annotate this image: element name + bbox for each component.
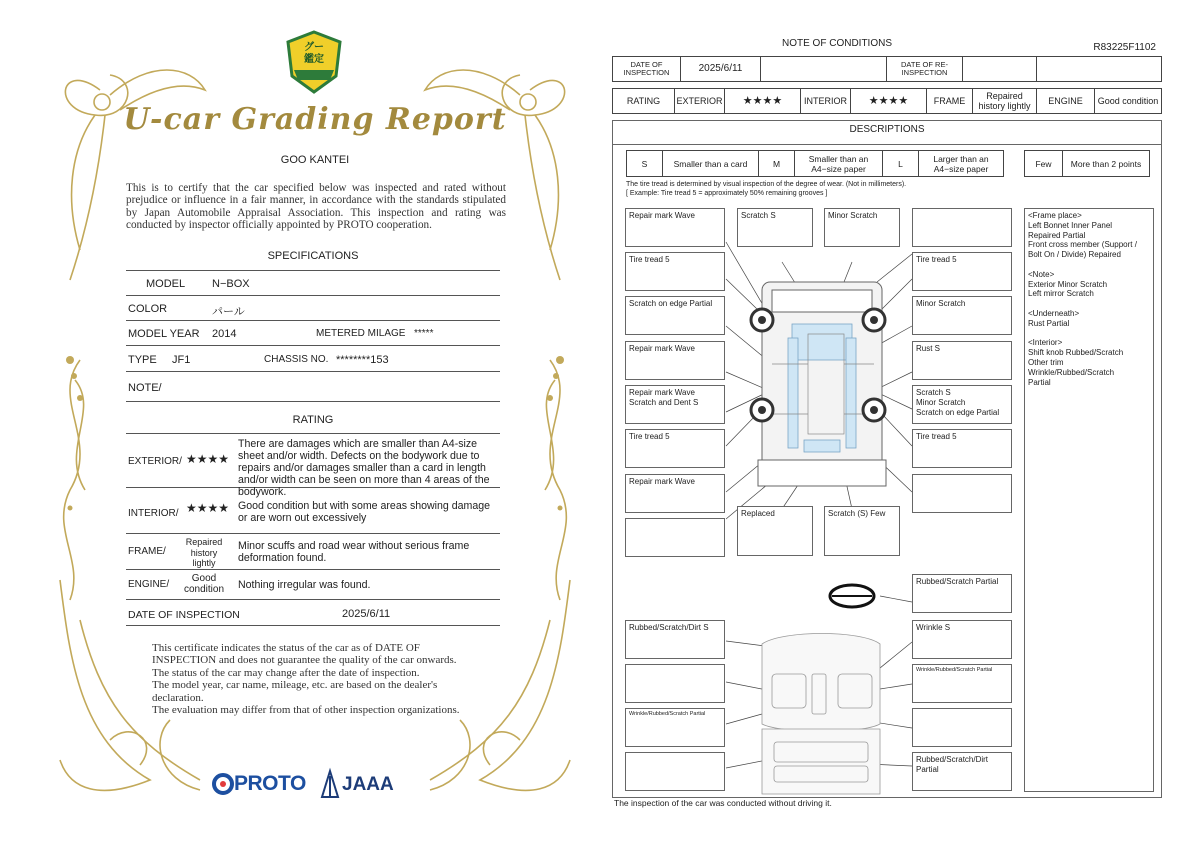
engine-label: ENGINE bbox=[1037, 89, 1095, 113]
spec-row-model bbox=[126, 271, 500, 296]
left-front-tire-box: Tire tread 5 bbox=[625, 252, 725, 291]
certificate-subtitle: GOO KANTEI bbox=[280, 154, 350, 166]
inspection-date-value: 2025/6/11 bbox=[342, 608, 391, 620]
exterior-label: EXTERIOR/ bbox=[128, 456, 182, 467]
certificate-title: U-car Grading Report bbox=[123, 102, 507, 137]
logo-text: グー 鑑定 bbox=[304, 42, 324, 65]
interior-label: INTERIOR/ bbox=[128, 508, 179, 519]
exterior-label: EXTERIOR bbox=[675, 89, 725, 113]
proto-logo-text: PROTO bbox=[234, 772, 306, 795]
model-year-label: MODEL YEAR bbox=[128, 328, 200, 340]
rating-heading: RATING bbox=[292, 414, 334, 426]
bonnet-box: Minor Scratch bbox=[824, 208, 900, 247]
interior-left-seat-box: Wrinkle/Rubbed/Scratch Partial bbox=[625, 708, 725, 747]
frame-value: Repaired history lightly bbox=[185, 537, 223, 568]
model-value: N−BOX bbox=[212, 278, 250, 290]
interior-description: Good condition but with some areas showing damage or are worn out excessively bbox=[238, 500, 491, 524]
right-rear-door-box: Scratch S Minor Scratch Scratch on edge Partial bbox=[912, 385, 1012, 424]
model-year-value: 2014 bbox=[212, 328, 237, 340]
exterior-description: There are damages which are smaller than A4-size sheet and/or width. Defects on the bodywork due to repairs and/or damages smaller than a card in length and/or width can be seen on more than 4 areas of the bodywork. bbox=[238, 438, 490, 498]
spec-row-type bbox=[126, 346, 500, 372]
color-value: パール bbox=[212, 306, 245, 318]
note-of-conditions bbox=[612, 34, 1164, 814]
right-top-box bbox=[912, 208, 1012, 247]
engine-value: Good condition bbox=[1097, 96, 1159, 106]
inspection-date-label: DATE OF INSPECTION bbox=[128, 609, 240, 621]
jaaa-logo-text: JAAA bbox=[342, 774, 394, 795]
mileage-value: ***** bbox=[414, 328, 434, 339]
front-bumper-box: Scratch S bbox=[737, 208, 813, 247]
spec-row-model-year bbox=[126, 321, 500, 346]
legend-s: S bbox=[627, 151, 663, 176]
frame-label: FRAME bbox=[927, 89, 973, 113]
note-title: NOTE OF CONDITIONS bbox=[782, 38, 892, 49]
frame-label: FRAME/ bbox=[128, 546, 166, 557]
certificate-intro: This is to certify that the car specified below was inspected and rated without prejudice or influence in a fair manner, in accordance with the standards stipulated by Japan Automobile Appraisal Association. This inspection and rating was conducted by inspector officially appointed by PROTO cooperation. bbox=[126, 182, 506, 232]
spec-top-rule bbox=[126, 263, 500, 271]
model-label: MODEL bbox=[146, 278, 186, 290]
partner-logos bbox=[212, 770, 412, 800]
date-of-inspection-label: DATE OF INSPECTION bbox=[613, 57, 681, 81]
rating-top-rule bbox=[126, 426, 500, 434]
report-code: R83225F1102 bbox=[1093, 42, 1156, 53]
right-front-tire-box: Tire tread 5 bbox=[912, 252, 1012, 291]
interior-left-blank-box bbox=[625, 664, 725, 703]
interior-steering-box: Rubbed/Scratch Partial bbox=[912, 574, 1012, 613]
left-bottom-box bbox=[625, 518, 725, 557]
type-value: JF1 bbox=[172, 354, 191, 366]
spec-row-color bbox=[126, 296, 500, 321]
chassis-value: ********153 bbox=[336, 354, 389, 366]
frame-description: Minor scuffs and road wear without serious frame deformation found. bbox=[238, 540, 470, 564]
right-door-box: Rust S bbox=[912, 341, 1012, 380]
side-notes-panel: <Frame place> Left Bonnet Inner Panel Repaired Partial Front cross member (Support / Bolt On / Divide) Repaired <Note> Exterior Minor Scratch Left mirror Scratch <Underneath> Rust Partial <Interior> Shift knob Rubbed/Scratch Other trim Wrinkle/Rubbed/Scratch Partial bbox=[1024, 208, 1154, 792]
tire-tread-note: The tire tread is determined by visual inspection of the degree of wear. (Not in millimeters). [ Example: Tire tread 5 = approximately 50% remaining grooves ] bbox=[626, 181, 907, 197]
rating-row-date bbox=[126, 600, 500, 626]
grading-certificate bbox=[40, 20, 590, 830]
rear-bumper-box: Scratch (S) Few bbox=[824, 506, 900, 556]
jaaa-logo-icon bbox=[320, 770, 340, 798]
interior-ceiling-box: Rubbed/Scratch/Dirt S bbox=[625, 620, 725, 659]
date-of-inspection-value: 2025/6/11 bbox=[681, 57, 761, 81]
left-rear-box: Repair mark Wave bbox=[625, 474, 725, 513]
left-rear-tire-box: Tire tread 5 bbox=[625, 429, 725, 468]
rear-gate-box: Replaced bbox=[737, 506, 813, 556]
descriptions-heading: DESCRIPTIONS bbox=[849, 124, 925, 135]
legend-few-desc: More than 2 points bbox=[1070, 158, 1142, 169]
legend-s-desc: Smaller than a card bbox=[663, 151, 759, 176]
color-label: COLOR bbox=[128, 303, 168, 315]
note-label: NOTE/ bbox=[128, 382, 162, 394]
certificate-footer: This certificate indicates the status of the car as of DATE OF INSPECTION and does not guarantee the quality of the car onwards. The status of the car may change after the date of inspection. The model year, car name, mileage, etc. are based on the dealer's declaration. The evaluation may differ from that of other inspection organizations. bbox=[152, 642, 460, 717]
rating-row-engine bbox=[126, 570, 500, 600]
exterior-stars: ★★★★ bbox=[186, 452, 230, 466]
left-door-box: Repair mark Wave bbox=[625, 341, 725, 380]
interior-left-rear-box bbox=[625, 752, 725, 791]
specifications-heading: SPECIFICATIONS bbox=[267, 250, 359, 262]
interior-right-blank-box bbox=[912, 708, 1012, 747]
rating-label: RATING bbox=[613, 89, 675, 113]
spec-row-note bbox=[126, 372, 500, 402]
right-front-box: Minor Scratch bbox=[912, 296, 1012, 335]
exterior-stars: ★★★★ bbox=[725, 89, 801, 113]
interior-dash-box: Wrinkle S bbox=[912, 620, 1012, 659]
right-rear-tire-box: Tire tread 5 bbox=[912, 429, 1012, 468]
interior-stars: ★★★★ bbox=[186, 501, 230, 515]
interior-label: INTERIOR bbox=[801, 89, 851, 113]
interior-right-seat-box: Wrinkle/Rubbed/Scratch Partial bbox=[912, 664, 1012, 703]
rating-row-interior bbox=[126, 488, 500, 534]
legend-m-desc: Smaller than an A4−size paper bbox=[795, 151, 883, 176]
frame-value: Repaired history lightly bbox=[973, 89, 1037, 113]
engine-value: Good condition bbox=[183, 573, 225, 595]
left-rear-door-box: Repair mark Wave Scratch and Dent S bbox=[625, 385, 725, 424]
left-front-box: Repair mark Wave bbox=[625, 208, 725, 247]
mileage-label: METERED MILAGE bbox=[316, 328, 406, 339]
right-rear-box bbox=[912, 474, 1012, 513]
legend-l-desc: Larger than an A4−size paper bbox=[933, 153, 989, 174]
type-label: TYPE bbox=[128, 354, 157, 366]
proto-logo-icon bbox=[212, 772, 234, 796]
left-edge-box: Scratch on edge Partial bbox=[625, 296, 725, 335]
legend-m: M bbox=[759, 151, 795, 176]
rating-row-frame bbox=[126, 534, 500, 570]
chassis-label: CHASSIS NO. bbox=[264, 354, 329, 365]
engine-label: ENGINE/ bbox=[128, 579, 170, 590]
engine-description: Nothing irregular was found. bbox=[238, 579, 371, 591]
interior-rear-box: Rubbed/Scratch/Dirt Partial bbox=[912, 752, 1012, 791]
note-footer: The inspection of the car was conducted without driving it. bbox=[614, 798, 832, 808]
rating-row-exterior bbox=[126, 434, 500, 498]
date-of-reinspection-label: DATE OF RE-INSPECTION bbox=[887, 57, 963, 81]
legend-l: L bbox=[883, 151, 919, 176]
interior-stars: ★★★★ bbox=[851, 89, 927, 113]
legend-few: Few bbox=[1025, 151, 1063, 176]
